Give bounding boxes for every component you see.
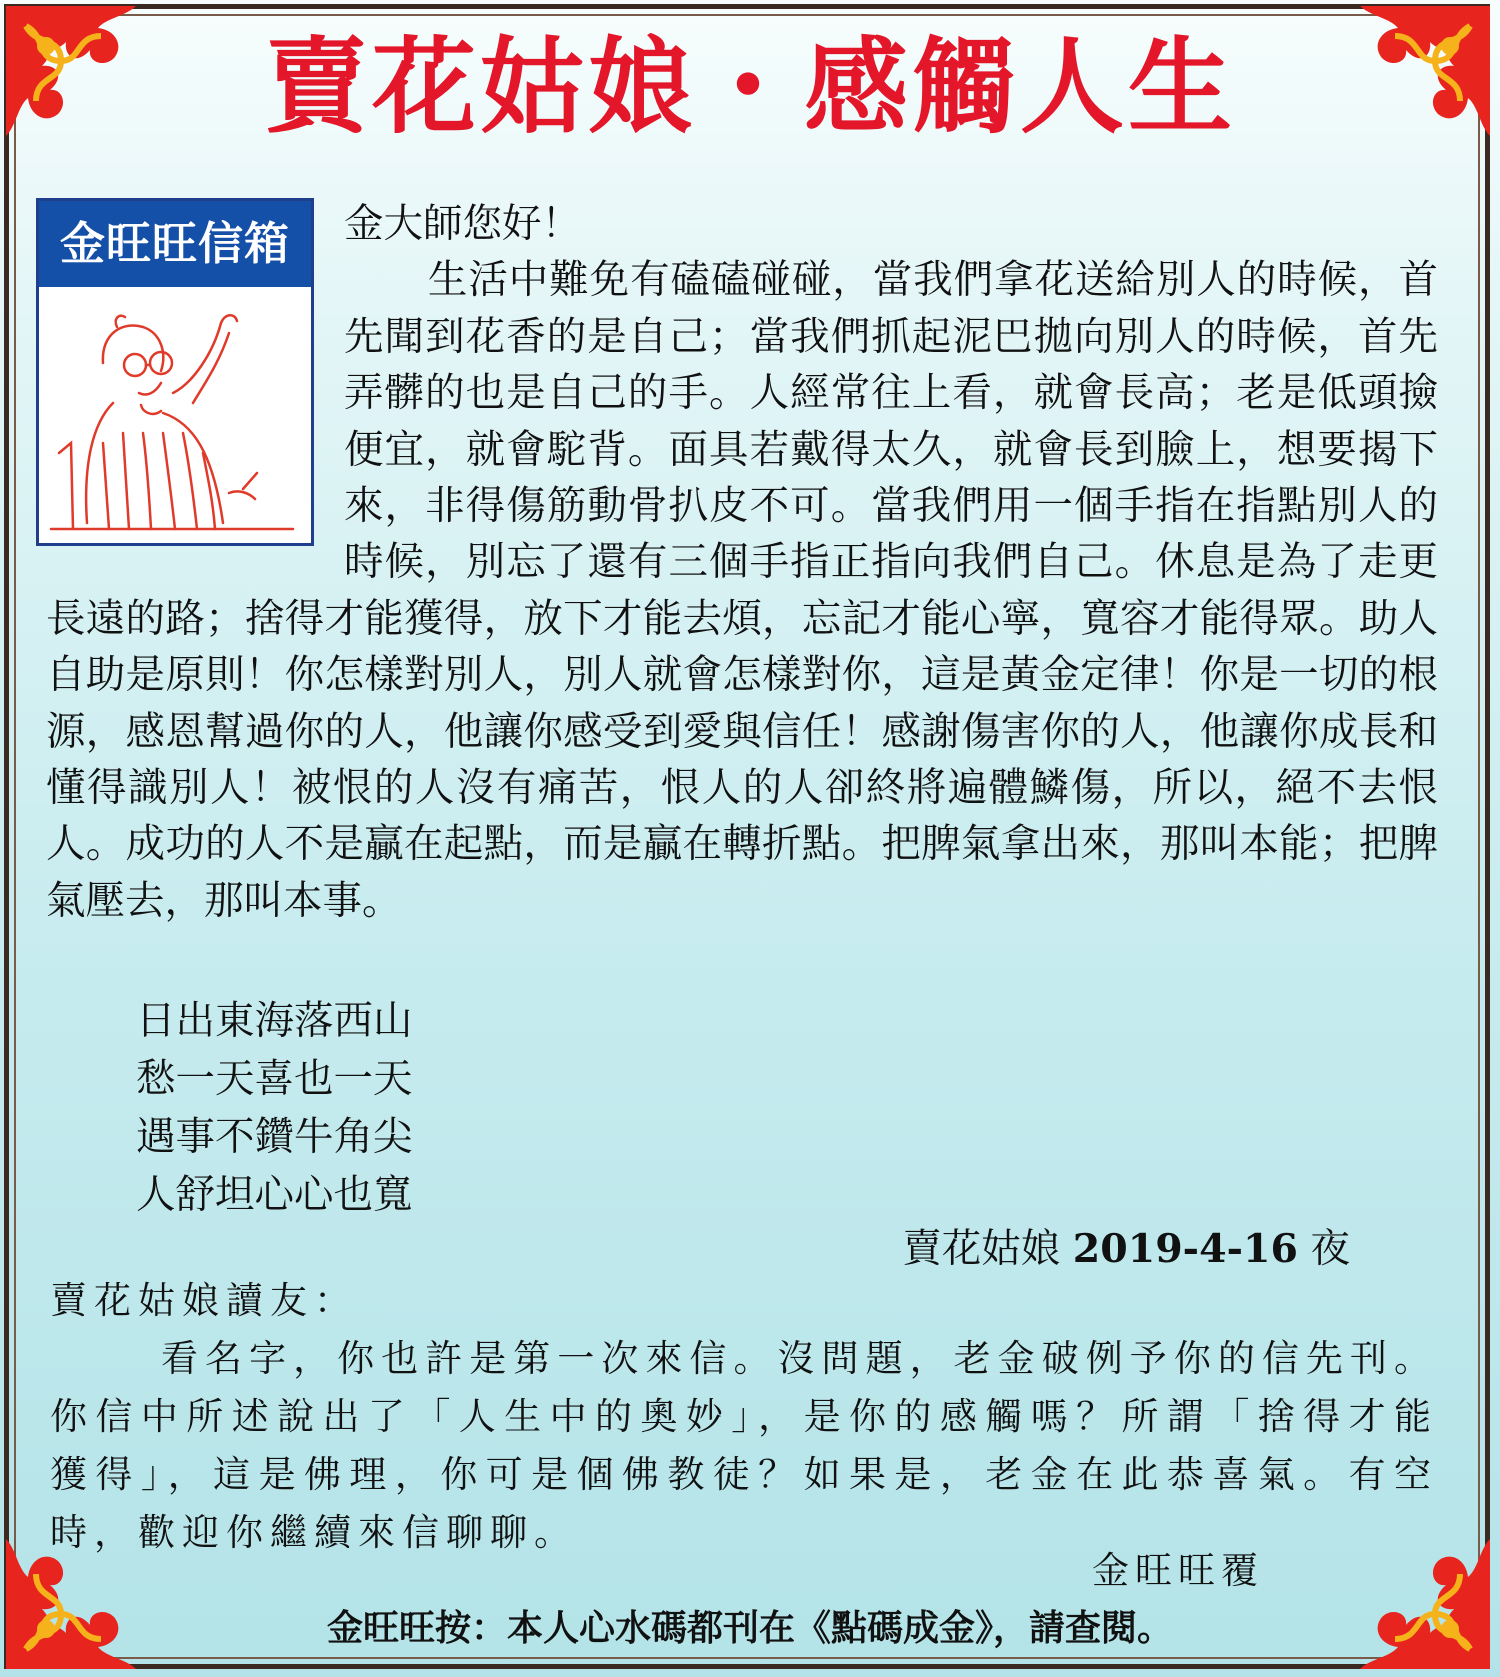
reply: [50, 1272, 1438, 1562]
letter-salutation: 金大師您好！: [344, 201, 581, 247]
reply-signature: 金旺旺覆: [1092, 1549, 1264, 1592]
letter-time: 夜: [1310, 1226, 1350, 1272]
poem-line: 人舒坦心心也寬: [136, 1172, 413, 1218]
letter-signature: [902, 1218, 1350, 1274]
letter: [46, 196, 1438, 929]
letter-date: 2019-4-16: [1072, 1226, 1298, 1272]
letter-signer: 賣花姑娘: [902, 1226, 1061, 1272]
poem: [136, 992, 413, 1224]
poem-line: 日出東海落西山: [136, 998, 413, 1044]
page-title: 賣花姑娘・感觸人生: [263, 25, 1236, 148]
letter-body-text: 生活中難免有磕磕碰碰，當我們拿花送給別人的時候，首先聞到花香的是自己；當我們抓起泥巴拋向別人的時候，首先弄髒的也是自己的手。人經常往上看，就會長高；老是低頭撿便宜，就會駝背。面具若戴得太久，就會長到臉上，想要揭下來，非得傷筋動骨扒皮不可。當我們用一個手指在指點別人的時候，別忘了還有三個手指正指向我們自己。休息是為了走更長遠的路；捨得才能獲得，放下才能去煩，忘記才能心寧，寬容才能得眾。助人自助是原則！你怎樣對別人，別人就會怎樣對你，這是黃金定律！你是一切的根源，感恩幫過你的人，他讓你感受到愛與信任！感謝傷害你的人，他讓你成長和懂得識別人！被恨的人沒有痛苦，恨人的人卻終將遍體鱗傷，所以，絕不去恨人。成功的人不是贏在起點，而是贏在轉折點。把脾氣拿出來，那叫本能；把脾氣壓去，那叫本事。: [46, 257, 1438, 924]
poem-line: 愁一天喜也一天: [136, 1056, 413, 1102]
mailbox-label: 金旺旺信箱: [39, 201, 311, 287]
reply-greeting: 賣花姑娘讀友：: [50, 1279, 358, 1322]
poem-line: 遇事不鑽牛角尖: [136, 1114, 413, 1160]
footer-note: 金旺旺按：本人心水碼都刊在《點碼成金》，請查閱。: [326, 1608, 1173, 1649]
reply-body: 看名字，你也許是第一次來信。沒問題，老金破例予你的信先刊。你信中所述說出了「人生中的奧妙」，是你的感觸嗎？所謂「捨得才能獲得」，這是佛理，你可是個佛教徒？如果是，老金在此恭喜氣。有空時，歡迎你繼續來信聊聊。: [50, 1337, 1438, 1554]
float-spacer: [46, 196, 344, 584]
